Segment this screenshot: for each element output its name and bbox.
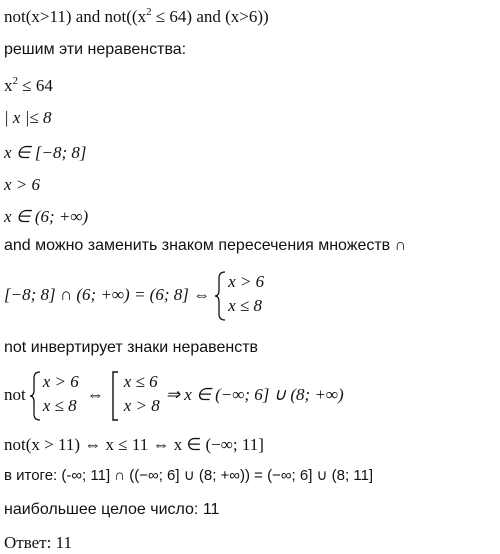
line-2-heading: решим эти неравенства: [4,41,187,58]
line-11-system-b-row-2: x > 8 [123,396,160,415]
line-9-system-row-1: x > 6 [228,272,265,291]
line-11-equivalence: ⇔ [86,384,104,404]
line-9-intersection [4,270,264,318]
line-11-system-b-row-1: x ≤ 6 [123,372,158,391]
line-3-rest: ≤ 64 [18,76,53,95]
line-7-interval: x ∈ (6; +∞) [4,207,89,226]
line-14-max-integer: наибольшее целое число: 11 [4,501,220,518]
line-9-left: [−8; 8] ∩ (6; +∞) = (6; 8] ⇔ [4,284,211,304]
line-15-answer: Ответ: 11 [4,533,72,552]
line-13-result: в итоге: (-∞; 11] ∩ ((−∞; 6] ∪ (8; +∞)) = (−∞; 6] ∪ (8; 11] [4,467,374,484]
line-3-exponent: 2 [12,75,18,87]
left-bracket-icon [110,370,120,422]
line-1-text: not(x>11) and not((x [4,7,147,26]
line-3-var: x [4,76,13,95]
line-10-note: not инвертирует знаки неравенств [4,339,259,356]
line-4-abs: | x |≤ 8 [4,108,52,127]
line-1-text-rest: ≤ 64) and (x>6)) [151,7,269,26]
line-11-system-a-row-2: x ≤ 8 [42,396,77,415]
line-12-expression: not(x > 11) ⇔ x ≤ 11 ⇔ x ∈ (−∞; 11] [4,435,264,454]
line-11-rest: ⇒ x ∈ (−∞; 6] ∪ (8; +∞) [165,384,344,404]
line-11-inversion [4,370,344,418]
left-brace-icon [29,370,41,422]
line-6-inequality: x > 6 [4,175,41,194]
line-11-not: not [4,384,26,404]
left-brace-icon [214,270,226,322]
line-11-system-a-row-1: x > 6 [42,372,79,391]
line-9-system-row-2: x ≤ 8 [228,296,263,315]
line-11-system-b [110,370,160,418]
line-1-exponent: 2 [146,6,152,18]
line-1-expression [4,8,269,25]
line-9-system [214,270,264,318]
line-3-inequality [4,77,53,94]
line-5-interval: x ∈ [−8; 8] [4,143,87,162]
line-11-system-a [29,370,79,418]
line-8-note: and можно заменить знаком пересечения множеств ∩ [4,237,407,254]
